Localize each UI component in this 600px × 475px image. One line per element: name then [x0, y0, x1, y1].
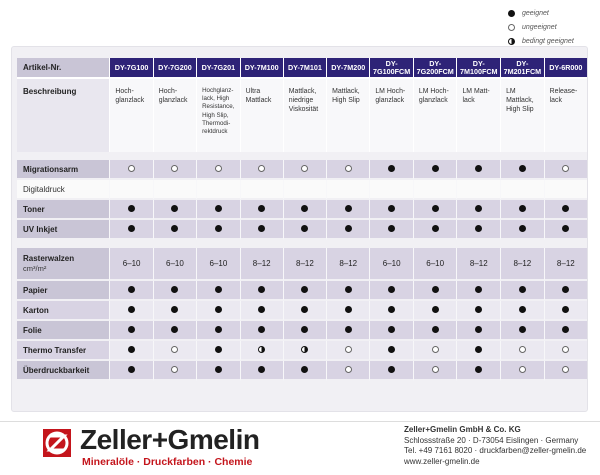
suitability-full-dot-icon — [475, 326, 482, 333]
suitability-empty-dot-icon — [128, 165, 135, 172]
suitability-empty-dot-icon — [301, 165, 308, 172]
suitability-cell — [456, 361, 500, 381]
suitability-cell — [413, 281, 457, 301]
legend-item — [508, 6, 598, 20]
suitability-cell — [196, 281, 240, 301]
suitability-cell — [153, 361, 196, 381]
suitability-cell — [369, 220, 413, 240]
suitability-full-dot-icon — [171, 326, 178, 333]
suitability-cell — [369, 160, 413, 180]
suitability-cell — [544, 281, 587, 301]
suitability-cell — [283, 200, 326, 220]
brand-name: Zeller+Gmelin — [80, 424, 260, 455]
zeller-gmelin-logo-icon — [42, 428, 72, 458]
suitability-cell — [326, 321, 369, 341]
suitability-full-dot-icon — [301, 306, 308, 313]
legend-item — [508, 20, 598, 34]
suitability-full-dot-icon — [475, 366, 482, 373]
raster-value: 8–12 — [500, 248, 544, 281]
suitability-cell — [326, 160, 369, 180]
row-label: Thermo Transfer — [17, 341, 109, 361]
spacer-cell — [17, 152, 587, 160]
suitability-full-dot-icon — [171, 205, 178, 212]
brand-tagline: Mineralöle · Druckfarben · Chemie — [82, 456, 253, 468]
suitability-full-dot-icon — [562, 306, 569, 313]
suitability-cell — [283, 341, 326, 361]
suitability-cell — [326, 301, 369, 321]
suitability-cell — [544, 220, 587, 240]
suitability-cell — [283, 281, 326, 301]
row-label: Karton — [17, 301, 109, 321]
suitability-full-dot-icon — [562, 326, 569, 333]
suitability-cell — [413, 160, 457, 180]
row-label: Überdruckbarkeit — [17, 361, 109, 381]
suitability-cell — [456, 341, 500, 361]
product-description: Release- lack — [544, 79, 587, 152]
suitability-cell — [456, 281, 500, 301]
suitability-cell — [283, 180, 326, 200]
suitability-full-dot-icon — [128, 205, 135, 212]
suitability-full-dot-icon — [301, 205, 308, 212]
spacer-cell — [17, 240, 587, 248]
suitability-empty-dot-icon — [519, 366, 526, 373]
suitability-full-dot-icon — [128, 286, 135, 293]
suitability-empty-dot-icon — [258, 165, 265, 172]
product-code-header: DY- 7G100FCM — [369, 58, 413, 79]
company-contact: Tel. +49 7161 8020 · druckfarben@zeller-gmelin.de — [404, 446, 587, 455]
row-label: UV Inkjet — [17, 220, 109, 240]
suitability-empty-dot-icon — [562, 165, 569, 172]
suitability-cell — [413, 220, 457, 240]
suitability-full-dot-icon — [388, 366, 395, 373]
raster-value: 8–12 — [240, 248, 283, 281]
table-row — [17, 220, 587, 240]
suitability-full-dot-icon — [475, 286, 482, 293]
suitability-cell — [369, 180, 413, 200]
suitability-full-dot-icon — [562, 286, 569, 293]
suitability-cell — [326, 220, 369, 240]
suitability-cell — [109, 341, 152, 361]
company-address: Schlossstraße 20 · D-73054 Eislingen · Germany — [404, 435, 579, 445]
suitability-half-dot-icon — [258, 346, 265, 353]
product-code-header: DY-7M100 — [240, 58, 283, 79]
suitability-cell — [326, 341, 369, 361]
footer-divider — [0, 421, 600, 422]
suitability-cell — [326, 180, 369, 200]
suitability-full-dot-icon — [432, 286, 439, 293]
product-table-card — [11, 46, 588, 412]
suitability-full-dot-icon — [301, 225, 308, 232]
suitability-full-dot-icon — [345, 225, 352, 232]
suitability-full-dot-icon — [432, 165, 439, 172]
suitability-cell — [413, 180, 457, 200]
suitability-cell — [153, 180, 196, 200]
suitability-cell — [456, 301, 500, 321]
raster-row — [17, 248, 587, 281]
suitability-full-dot-icon — [432, 326, 439, 333]
suitability-full-dot-icon — [215, 366, 222, 373]
suitability-full-dot-icon — [432, 306, 439, 313]
suitability-cell — [456, 321, 500, 341]
suitability-cell — [326, 361, 369, 381]
suitability-full-dot-icon — [519, 326, 526, 333]
raster-value: 8–12 — [283, 248, 326, 281]
suitability-cell — [369, 321, 413, 341]
legend-label: bedingt geeignet — [522, 37, 574, 45]
suitability-full-dot-icon — [475, 165, 482, 172]
suitability-cell — [500, 361, 544, 381]
suitability-cell — [456, 200, 500, 220]
suitability-full-dot-icon — [258, 225, 265, 232]
suitability-full-dot-icon — [215, 346, 222, 353]
suitability-full-dot-icon — [215, 286, 222, 293]
suitability-full-dot-icon — [258, 306, 265, 313]
product-code-header: DY- 7M201FCM — [500, 58, 544, 79]
suitability-full-dot-icon — [388, 346, 395, 353]
suitability-full-dot-icon — [345, 306, 352, 313]
suitability-empty-dot-icon — [345, 366, 352, 373]
suitability-cell — [283, 301, 326, 321]
suitability-cell — [413, 301, 457, 321]
product-code-header: DY-7G200 — [153, 58, 196, 79]
product-code-header: DY-7M200 — [326, 58, 369, 79]
suitability-cell — [500, 341, 544, 361]
suitability-cell — [456, 180, 500, 200]
suitability-cell — [196, 361, 240, 381]
suitability-cell — [153, 321, 196, 341]
suitability-cell — [500, 301, 544, 321]
legend-label: geeignet — [522, 9, 549, 17]
suitability-empty-dot-icon — [519, 346, 526, 353]
suitability-cell — [153, 200, 196, 220]
suitability-cell — [196, 220, 240, 240]
suitability-cell — [196, 180, 240, 200]
suitability-full-dot-icon — [519, 286, 526, 293]
suitability-full-dot-icon — [562, 225, 569, 232]
suitability-cell — [326, 200, 369, 220]
suitability-full-dot-icon — [475, 205, 482, 212]
suitability-cell — [153, 341, 196, 361]
suitability-cell — [196, 321, 240, 341]
product-code-header: DY-7G100 — [109, 58, 152, 79]
legend-empty-dot-icon — [508, 24, 515, 31]
suitability-cell — [544, 180, 587, 200]
product-description: Hochglanz- lack, High Resistance, High Slip, Thermodi- rektdruck — [196, 79, 240, 152]
suitability-empty-dot-icon — [171, 165, 178, 172]
suitability-empty-dot-icon — [171, 366, 178, 373]
suitability-cell — [326, 281, 369, 301]
suitability-cell — [240, 281, 283, 301]
raster-value: 6–10 — [196, 248, 240, 281]
suitability-cell — [369, 301, 413, 321]
suitability-cell — [283, 321, 326, 341]
legend-full-dot-icon — [508, 10, 515, 17]
suitability-full-dot-icon — [519, 306, 526, 313]
suitability-cell — [153, 301, 196, 321]
suitability-full-dot-icon — [171, 286, 178, 293]
suitability-cell — [196, 301, 240, 321]
suitability-cell — [240, 341, 283, 361]
product-description: LM Mattlack, High Slip — [500, 79, 544, 152]
suitability-empty-dot-icon — [432, 366, 439, 373]
suitability-full-dot-icon — [432, 225, 439, 232]
suitability-cell — [413, 341, 457, 361]
suitability-full-dot-icon — [215, 225, 222, 232]
suitability-full-dot-icon — [388, 286, 395, 293]
suitability-cell — [283, 220, 326, 240]
raster-value: 6–10 — [413, 248, 457, 281]
raster-label-cell — [17, 248, 109, 281]
description-label: Beschreibung — [17, 79, 109, 152]
row-label: Migrationsarm — [17, 160, 109, 180]
suitability-full-dot-icon — [475, 225, 482, 232]
product-code-header: DY-7G201 — [196, 58, 240, 79]
raster-value: 6–10 — [369, 248, 413, 281]
table-row — [17, 180, 587, 200]
suitability-full-dot-icon — [475, 346, 482, 353]
suitability-full-dot-icon — [345, 205, 352, 212]
row-label: Toner — [17, 200, 109, 220]
suitability-cell — [456, 220, 500, 240]
row-label: Folie — [17, 321, 109, 341]
suitability-full-dot-icon — [258, 326, 265, 333]
product-code-header: DY-6R000 — [544, 58, 587, 79]
suitability-full-dot-icon — [258, 205, 265, 212]
suitability-empty-dot-icon — [171, 346, 178, 353]
product-description: Mattlack, High Slip — [326, 79, 369, 152]
suitability-full-dot-icon — [432, 205, 439, 212]
suitability-cell — [544, 341, 587, 361]
suitability-full-dot-icon — [215, 326, 222, 333]
row-label: Papier — [17, 281, 109, 301]
table-row — [17, 301, 587, 321]
suitability-full-dot-icon — [345, 326, 352, 333]
suitability-full-dot-icon — [301, 326, 308, 333]
suitability-full-dot-icon — [475, 306, 482, 313]
suitability-empty-dot-icon — [215, 165, 222, 172]
suitability-cell — [240, 361, 283, 381]
suitability-half-dot-icon — [301, 346, 308, 353]
suitability-cell — [196, 341, 240, 361]
product-code-header: DY- 7G200FCM — [413, 58, 457, 79]
suitability-cell — [500, 321, 544, 341]
suitability-cell — [283, 361, 326, 381]
raster-unit: cm³/m² — [23, 263, 47, 273]
suitability-full-dot-icon — [301, 286, 308, 293]
product-code-header: DY-7M101 — [283, 58, 326, 79]
table-row — [17, 160, 587, 180]
suitability-full-dot-icon — [301, 366, 308, 373]
suitability-full-dot-icon — [128, 225, 135, 232]
table-row — [17, 341, 587, 361]
product-table — [17, 58, 587, 381]
suitability-full-dot-icon — [215, 205, 222, 212]
suitability-cell — [240, 160, 283, 180]
suitability-empty-dot-icon — [562, 346, 569, 353]
description-row — [17, 79, 587, 152]
suitability-cell — [196, 160, 240, 180]
suitability-cell — [544, 361, 587, 381]
suitability-cell — [456, 160, 500, 180]
suitability-cell — [109, 180, 152, 200]
row-spacer — [17, 152, 587, 160]
product-description: LM Hoch- glanzlack — [413, 79, 457, 152]
suitability-cell — [240, 321, 283, 341]
suitability-full-dot-icon — [128, 366, 135, 373]
suitability-cell — [369, 341, 413, 361]
suitability-full-dot-icon — [388, 205, 395, 212]
suitability-cell — [500, 160, 544, 180]
suitability-cell — [413, 200, 457, 220]
legend-label: ungeeignet — [522, 23, 557, 31]
product-code-header: DY- 7M100FCM — [456, 58, 500, 79]
table-row — [17, 361, 587, 381]
product-description: Hoch- glanzlack — [109, 79, 152, 152]
legend — [508, 6, 598, 48]
table-row — [17, 321, 587, 341]
product-description: LM Hoch- glanzlack — [369, 79, 413, 152]
suitability-cell — [109, 281, 152, 301]
suitability-full-dot-icon — [128, 326, 135, 333]
suitability-cell — [240, 220, 283, 240]
table-row — [17, 200, 587, 220]
legend-half-dot-icon — [508, 38, 515, 45]
product-description: LM Matt- lack — [456, 79, 500, 152]
suitability-cell — [544, 301, 587, 321]
suitability-empty-dot-icon — [345, 165, 352, 172]
suitability-cell — [109, 361, 152, 381]
raster-value: 8–12 — [326, 248, 369, 281]
suitability-full-dot-icon — [388, 306, 395, 313]
suitability-cell — [109, 220, 152, 240]
header-label: Artikel-Nr. — [17, 58, 109, 79]
company-name: Zeller+Gmelin GmbH & Co. KG — [404, 425, 521, 434]
product-description: Mattlack, niedrige Viskosität — [283, 79, 326, 152]
suitability-cell — [240, 180, 283, 200]
suitability-cell — [413, 321, 457, 341]
suitability-cell — [153, 281, 196, 301]
suitability-full-dot-icon — [519, 205, 526, 212]
suitability-full-dot-icon — [171, 306, 178, 313]
suitability-full-dot-icon — [215, 306, 222, 313]
suitability-full-dot-icon — [519, 225, 526, 232]
raster-value: 6–10 — [153, 248, 196, 281]
suitability-cell — [369, 361, 413, 381]
row-label: Digitaldruck — [17, 180, 109, 200]
suitability-full-dot-icon — [519, 165, 526, 172]
suitability-full-dot-icon — [345, 286, 352, 293]
suitability-full-dot-icon — [388, 165, 395, 172]
suitability-cell — [240, 200, 283, 220]
suitability-cell — [369, 200, 413, 220]
raster-value: 8–12 — [544, 248, 587, 281]
suitability-cell — [369, 281, 413, 301]
suitability-cell — [500, 180, 544, 200]
company-web[interactable]: www.zeller-gmelin.de — [404, 456, 480, 466]
suitability-cell — [413, 361, 457, 381]
suitability-cell — [109, 160, 152, 180]
suitability-full-dot-icon — [258, 286, 265, 293]
suitability-cell — [544, 200, 587, 220]
suitability-full-dot-icon — [171, 225, 178, 232]
suitability-full-dot-icon — [258, 366, 265, 373]
suitability-full-dot-icon — [128, 306, 135, 313]
row-spacer — [17, 240, 587, 248]
header-row — [17, 58, 587, 79]
suitability-full-dot-icon — [388, 225, 395, 232]
suitability-cell — [109, 321, 152, 341]
suitability-cell — [544, 321, 587, 341]
raster-value: 6–10 — [109, 248, 152, 281]
suitability-cell — [153, 220, 196, 240]
suitability-empty-dot-icon — [432, 346, 439, 353]
suitability-cell — [109, 200, 152, 220]
suitability-empty-dot-icon — [562, 366, 569, 373]
suitability-cell — [240, 301, 283, 321]
suitability-cell — [544, 160, 587, 180]
suitability-empty-dot-icon — [345, 346, 352, 353]
product-description: Ultra Mattlack — [240, 79, 283, 152]
suitability-full-dot-icon — [388, 326, 395, 333]
suitability-cell — [500, 281, 544, 301]
suitability-cell — [500, 200, 544, 220]
raster-value: 8–12 — [456, 248, 500, 281]
suitability-cell — [109, 301, 152, 321]
raster-label: Rasterwalzen — [23, 253, 75, 263]
suitability-cell — [283, 160, 326, 180]
suitability-full-dot-icon — [562, 205, 569, 212]
company-info — [404, 425, 586, 467]
suitability-cell — [153, 160, 196, 180]
suitability-cell — [196, 200, 240, 220]
suitability-cell — [500, 220, 544, 240]
table-row — [17, 281, 587, 301]
suitability-full-dot-icon — [128, 346, 135, 353]
product-description: Hoch- glanzlack — [153, 79, 196, 152]
